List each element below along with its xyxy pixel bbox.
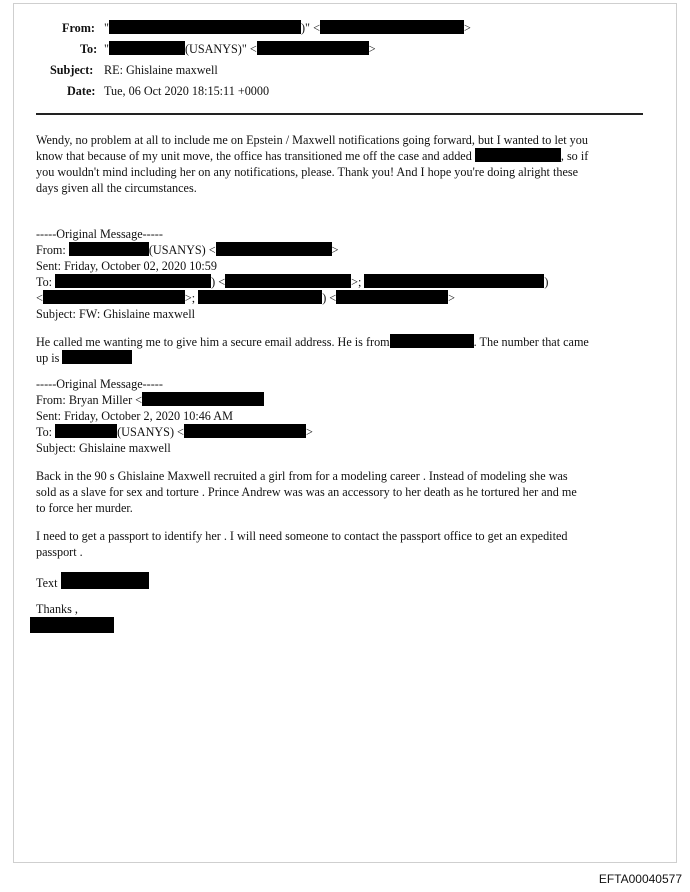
date-label: Date: [67,84,96,98]
header-from-row [36,20,648,41]
orig2-subject: Subject: Ghislaine maxwell [36,441,171,455]
from-quote-mid: )" < [300,21,320,35]
orig1-from-close: > [331,243,339,257]
orig2-body-line: I need to get a passport to identify her . I will need someone to contact the passport office to get an expedited [36,529,568,543]
redaction [475,148,561,162]
to-quote-open: " [104,42,109,56]
orig2-to-close: > [305,425,313,439]
orig2-sent: Sent: Friday, October 2, 2020 10:46 AM [36,409,233,423]
orig1-body-line [36,350,648,366]
original-message-1 [36,226,648,366]
reply-line-text: know that because of my unit move, the office has transitioned me off the case and added [36,149,472,163]
redaction [336,290,448,304]
orig1-to-cont [36,290,648,306]
redaction [109,20,301,34]
redaction [61,572,149,589]
from-label: From: [62,21,95,35]
email-content [36,20,648,616]
from-quote-open: " [104,21,109,35]
orig1-from [36,242,648,258]
redaction [55,274,211,288]
to-label: To: [80,42,98,56]
orig2-body-line: to force her murder. [36,501,133,515]
orig1-from-mid: (USANYS) < [148,243,216,257]
to-quote-close: > [368,42,376,56]
redaction [62,350,132,364]
orig1-body-text: . The number that came [473,335,589,349]
redaction [55,424,117,438]
reply-paragraph [36,132,648,196]
orig1-to-mid: >; [184,291,196,305]
redaction [184,424,306,438]
redaction [109,41,185,55]
orig2-from-text: From: Bryan Miller < [36,393,143,407]
original-marker: -----Original Message----- [36,227,163,241]
orig1-body-line [36,334,648,350]
orig1-to-close: > [448,291,456,305]
redaction [216,242,332,256]
orig2-thanks: Thanks , [36,602,78,616]
redaction [225,274,351,288]
orig1-subject: Subject: FW: Ghislaine maxwell [36,307,195,321]
from-quote-close: > [463,21,471,35]
header-divider [36,113,643,115]
signature-line [36,617,648,635]
from-value [104,20,471,36]
subject-label: Subject: [50,63,94,77]
orig1-to-mid: ) < [211,275,226,289]
reply-line: you wouldn't mind including her on any notifications, please. Thank you! And I hope you're doing alright these [36,165,579,179]
orig2-to-label: To: [36,425,53,439]
redaction [43,290,185,304]
orig2-text-line [36,572,648,591]
orig2-body-line: sold as a slave for sex and torture . Prince Andrew was was an accessory to her death as he tortured her and me [36,485,577,499]
reply-line-text: , so if [560,149,589,163]
orig1-to [36,274,648,290]
orig2-body-line: passport . [36,545,83,559]
reply-line: Wendy, no problem at all to include me on Epstein / Maxwell notifications going forward, but I wanted to let you [36,133,588,147]
redaction [257,41,369,55]
redaction [142,392,264,406]
header-to-row [36,41,648,62]
header-date-row [36,83,648,104]
reply-line: days given all the circumstances. [36,181,197,195]
reply-line [36,148,648,164]
date-value: Tue, 06 Oct 2020 18:15:11 +0000 [104,84,270,98]
document-id: EFTA00040577 [598,872,682,886]
subject-value: RE: Ghislaine maxwell [104,63,218,77]
redaction [69,242,149,256]
redaction [198,290,322,304]
redaction [364,274,544,288]
redaction [320,20,464,34]
orig2-body-line: Back in the 90 s Ghislaine Maxwell recruited a girl from for a modeling career . Instead of modeling she was [36,469,568,483]
orig1-to-close: ) [544,275,549,289]
orig1-to-mid: >; [351,275,362,289]
original-marker: -----Original Message----- [36,377,163,391]
header-subject-row [36,62,648,83]
orig1-from-label: From: [36,243,66,257]
redaction [390,334,474,348]
orig2-from [36,392,648,408]
original-message-2 [36,376,648,635]
orig1-to-label: To: [36,275,53,289]
orig2-to [36,424,648,440]
redaction [30,617,114,633]
to-value [104,41,376,57]
orig1-to-open: < [36,291,43,305]
text-label: Text [36,576,58,590]
orig2-to-mid: (USANYS) < [117,425,184,439]
orig1-sent: Sent: Friday, October 02, 2020 10:59 [36,259,217,273]
to-quote-mid: (USANYS)" < [184,42,257,56]
orig1-body-text: He called me wanting me to give him a secure email address. He is from [36,335,390,349]
orig1-body-text: up is [36,351,60,365]
orig1-to-mid: ) < [322,291,337,305]
